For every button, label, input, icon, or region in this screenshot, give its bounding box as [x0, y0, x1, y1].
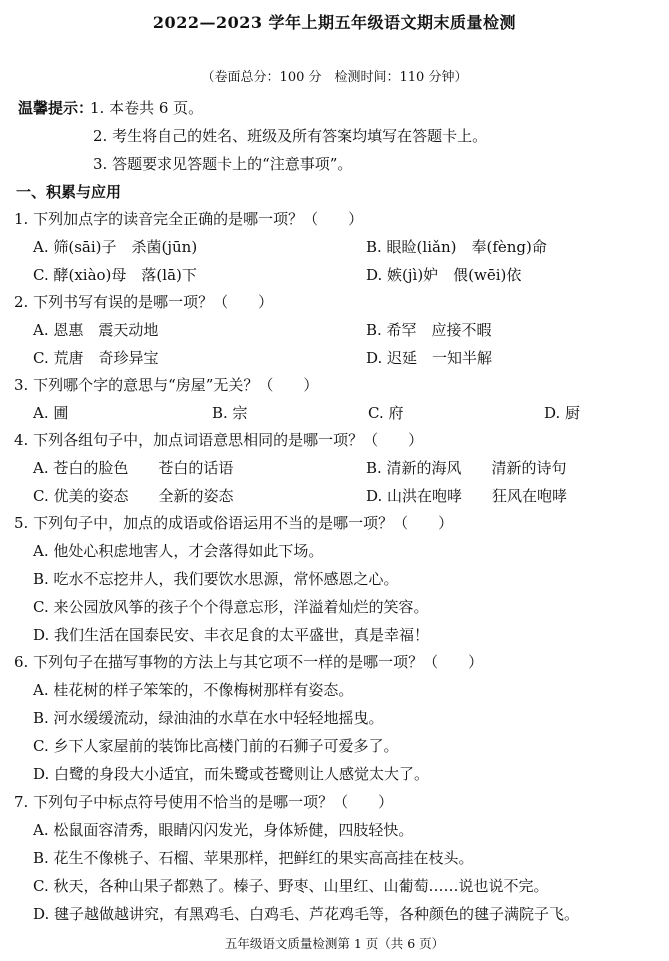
question-stem: 5. 下列句子中，加点的成语或俗语运用不当的是哪一项？（ ） — [14, 514, 454, 532]
question-stem: 6. 下列句子在描写事物的方法上与其它项不一样的是哪一项？（ ） — [14, 653, 484, 671]
question-stem: 4. 下列各组句子中，加点词语意思相同的是哪一项？（ ） — [14, 431, 424, 449]
option-c: C. 秋天，各种山果子都熟了。榛子、野枣、山里红、山葡萄……说也说不完。 — [33, 877, 549, 895]
option-a: A. 松鼠面容清秀，眼睛闪闪发光，身体矫健，四肢轻快。 — [33, 821, 414, 839]
tip-item-2: 2. 考生将自己的姓名、班级及所有答案均填写在答题卡上。 — [93, 127, 488, 145]
option-d: D. 我们生活在国泰民安、丰衣足食的太平盛世，真是幸福！ — [33, 626, 430, 644]
option-a: A. 桂花树的样子笨笨的，不像梅树那样有姿态。 — [33, 681, 354, 699]
option-b: B. 吃水不忘挖井人，我们要饮水思源，常怀感恩之心。 — [33, 570, 399, 588]
option-b: B. 清新的海风 清新的诗句 — [366, 459, 567, 477]
option-a: A. 苍白的脸色 苍白的话语 — [33, 459, 234, 477]
option-c: C. 荒唐 奇珍异宝 — [33, 349, 159, 367]
option-a: A. 他处心积虑地害人，才会落得如此下场。 — [33, 542, 324, 560]
option-c: C. 优美的姿态 全新的姿态 — [33, 487, 234, 505]
option-c: C. 来公园放风筝的孩子个个得意忘形，洋溢着灿烂的笑容。 — [33, 598, 429, 616]
option-c: C. 府 — [368, 404, 404, 422]
option-b: B. 宗 — [212, 404, 248, 422]
option-b: B. 河水缓缓流动，绿油油的水草在水中轻轻地摇曳。 — [33, 709, 384, 727]
question-stem: 7. 下列句子中标点符号使用不恰当的是哪一项？（ ） — [14, 793, 394, 811]
tip-item-3: 3. 答题要求见答题卡上的“注意事项”。 — [93, 155, 353, 173]
option-b: B. 希罕 应接不暇 — [366, 321, 492, 339]
option-d: D. 厨 — [544, 404, 581, 422]
option-d: D. 迟延 一知半解 — [366, 349, 493, 367]
option-b: B. 花生不像桃子、石榴、苹果那样，把鲜红的果实高高挂在枝头。 — [33, 849, 474, 867]
question-stem: 3. 下列哪个字的意思与“房屋”无关？（ ） — [14, 376, 319, 394]
option-b: B. 眼睑(liǎn) 奉(fèng)命 — [366, 238, 547, 256]
question-stem: 2. 下列书写有误的是哪一项？（ ） — [14, 293, 274, 311]
option-d: D. 山洪在咆哮 狂风在咆哮 — [366, 487, 568, 505]
option-d: D. 嫉(jì)妒 偎(wēi)依 — [366, 266, 522, 284]
option-a: A. 圃 — [33, 404, 69, 422]
exam-info: （卷面总分：100 分 检测时间：110 分钟） — [201, 70, 468, 85]
tip-item-1: 1. 本卷共 6 页。 — [90, 99, 204, 117]
option-c: C. 酵(xiào)母 落(lā)下 — [33, 266, 197, 284]
question-stem: 1. 下列加点字的读音完全正确的是哪一项？（ ） — [14, 210, 364, 228]
section-heading: 一、积累与应用 — [16, 183, 122, 201]
option-d: D. 毽子越做越讲究，有黑鸡毛、白鸡毛、芦花鸡毛等，各种颜色的毽子满院子飞。 — [33, 905, 580, 923]
option-a: A. 恩惠 震天动地 — [33, 321, 159, 339]
option-c: C. 乡下人家屋前的装饰比高楼门前的石狮子可爱多了。 — [33, 737, 399, 755]
option-d: D. 白鹭的身段大小适宜，而朱鹭或苍鹭则让人感觉太大了。 — [33, 765, 430, 783]
option-a: A. 筛(sāi)子 杀菌(jūn) — [33, 238, 198, 256]
tips-heading: 温馨提示： — [18, 99, 94, 117]
page-footer: 五年级语文质量检测第 1 页（共 6 页） — [224, 936, 445, 951]
page-title: 2022—2023 学年上期五年级语文期末质量检测 — [152, 13, 517, 32]
